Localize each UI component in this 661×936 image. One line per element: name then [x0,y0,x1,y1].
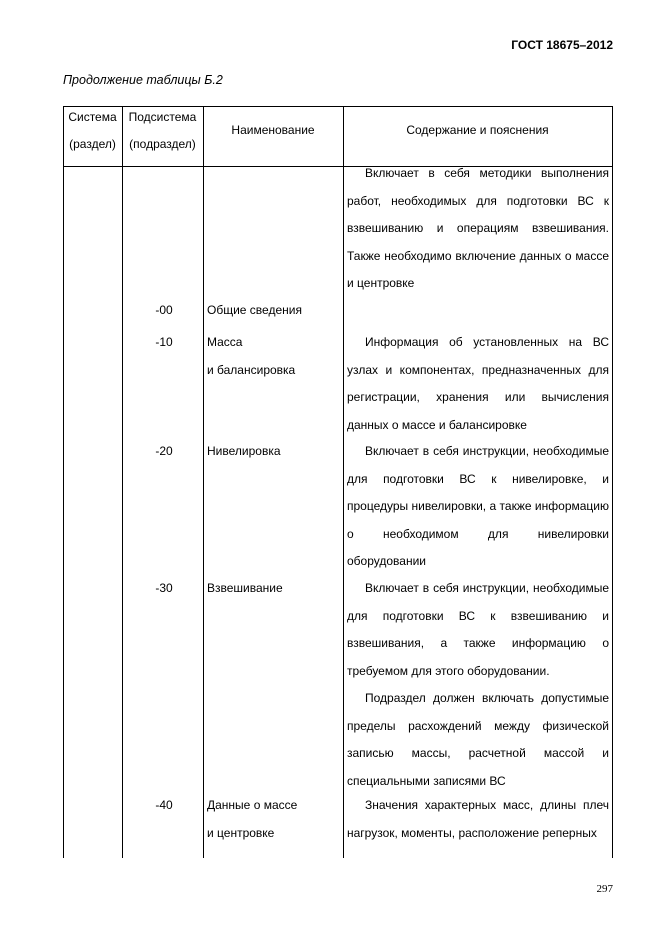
intro-description: Включает в себя методики выполнения работ, необходимых для подготовки ВС к взвешиванию и операциям взвешивания. Также необходимо включение данных о массе и центровке [347,166,609,290]
row-code: -10 [155,335,173,349]
page-number: 297 [596,883,613,895]
row-code: -40 [155,798,173,812]
header-system: Система (раздел) [68,110,117,151]
header-content: Содержание и пояснения [406,123,549,137]
row-name: Данные о массе и центровке [207,798,298,840]
table-column-divider [203,106,204,858]
row-description: Информация об установленных на ВС узлах и компонентах, предназначенных для регистрации, хранения или вычисления данных о массе и балансировке [347,335,609,432]
row-code: -30 [155,581,173,595]
row-description: Включает в себя инструкции, необходимые для подготовки ВС к взвешиванию и взвешивания, а также информацию о требуемом для этого оборудовании. Подраздел должен включать допустимые пределы расхождений между физической записью массы, расчетной массой и специальными записями ВС [347,581,609,788]
row-name: Масса и балансировка [207,335,296,377]
row-name: Взвешивание [207,581,283,595]
row-name: Общие сведения [207,303,302,317]
table-continuation-title: Продолжение таблицы Б.2 [63,73,223,87]
row-description: Значения характерных масс, длины плеч нагрузок, моменты, расположение реперных [347,798,609,840]
header-subsystem: Подсистема (подраздел) [128,110,197,151]
table-border-left [63,106,64,858]
row-code: -00 [155,303,173,317]
header-name: Наименование [231,123,315,137]
row-name: Нивелировка [207,444,281,458]
table-column-divider [343,106,344,858]
row-code: -20 [155,444,173,458]
table-border-right [612,106,613,858]
row-description: Включает в себя инструкции, необходимые для подготовки ВС к нивелировке, и процедуры нивелировки, а также информацию о необходимом для нивелировки оборудовании [347,444,609,568]
table-column-divider [122,106,123,858]
standard-number: ГОСТ 18675–2012 [511,38,613,52]
